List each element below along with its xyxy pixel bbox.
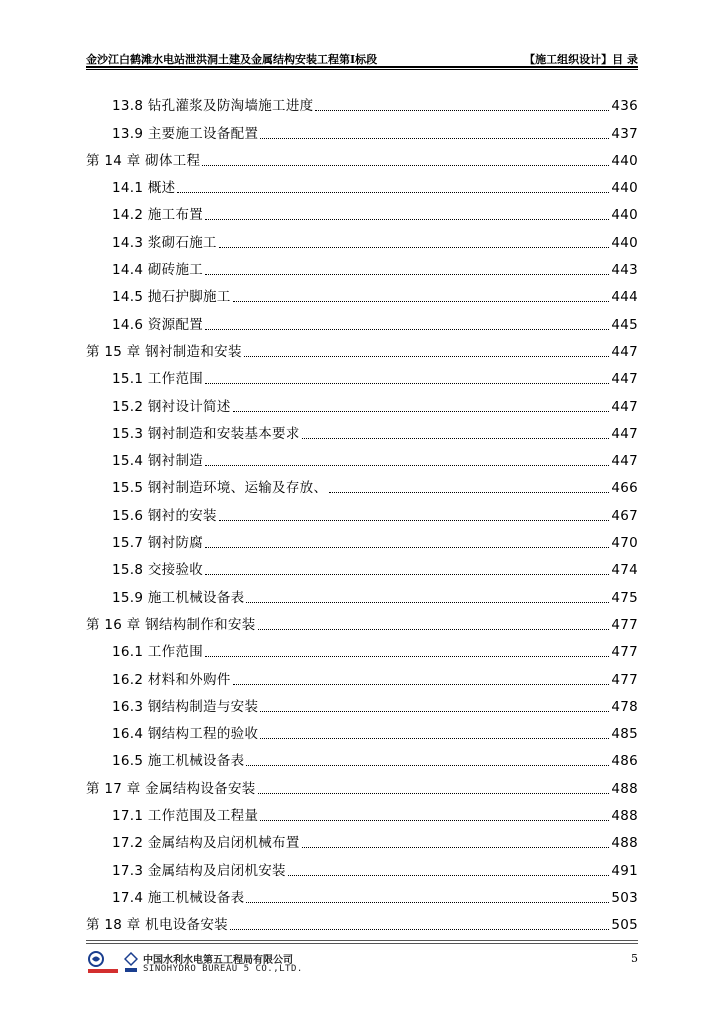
toc-dot-leader [246, 601, 609, 603]
toc-entry-page: 444 [611, 289, 638, 306]
toc-dot-leader [202, 164, 609, 166]
toc-entry-title: 17.3 金属结构及启闭机安装 [112, 862, 286, 879]
page-header [86, 48, 638, 66]
toc-dot-leader [233, 300, 610, 302]
table-of-contents [86, 88, 638, 934]
toc-dot-leader [260, 710, 609, 712]
toc-entry-title: 15.9 施工机械设备表 [112, 589, 245, 606]
toc-dot-leader [246, 764, 609, 766]
toc-entry-page: 488 [611, 835, 638, 852]
toc-section-entry[interactable] [86, 743, 638, 770]
toc-entry-page: 491 [611, 862, 638, 879]
toc-dot-leader [205, 655, 609, 657]
toc-entry-title: 第 18 章 机电设备安装 [86, 917, 228, 934]
toc-entry-title: 17.2 金属结构及启闭机械布置 [112, 835, 300, 852]
toc-dot-leader [230, 928, 609, 930]
toc-entry-title: 15.1 工作范围 [112, 371, 204, 388]
toc-dot-leader [302, 846, 610, 848]
toc-chapter-entry[interactable] [86, 607, 638, 634]
toc-dot-leader [260, 737, 609, 739]
toc-entry-page: 437 [611, 125, 638, 142]
toc-entry-title: 14.3 浆砌石施工 [112, 234, 217, 251]
toc-section-entry[interactable] [86, 552, 638, 579]
toc-entry-title: 第 14 章 砌体工程 [86, 152, 201, 169]
toc-dot-leader [246, 901, 609, 903]
toc-entry-title: 16.5 施工机械设备表 [112, 753, 245, 770]
toc-dot-leader [288, 874, 609, 876]
toc-entry-title: 14.2 施工布置 [112, 207, 204, 224]
toc-section-entry[interactable] [86, 416, 638, 443]
toc-section-entry[interactable] [86, 634, 638, 661]
toc-entry-page: 485 [611, 726, 638, 743]
toc-dot-leader [244, 355, 610, 357]
toc-dot-leader [205, 546, 609, 548]
toc-section-entry[interactable] [86, 88, 638, 115]
toc-dot-leader [219, 246, 609, 248]
toc-section-entry[interactable] [86, 689, 638, 716]
toc-dot-leader [315, 109, 609, 111]
header-section-title: 【施工组织设计】目 录 [524, 53, 638, 66]
toc-entry-page: 486 [611, 753, 638, 770]
toc-entry-page: 488 [611, 780, 638, 797]
toc-dot-leader [258, 792, 610, 794]
toc-section-entry[interactable] [86, 252, 638, 279]
toc-entry-title: 15.2 钢衬设计简述 [112, 398, 231, 415]
header-rule-thin [86, 69, 638, 70]
toc-dot-leader [260, 137, 609, 139]
toc-entry-page: 475 [611, 589, 638, 606]
toc-entry-title: 15.4 钢衬制造 [112, 453, 204, 470]
toc-entry-page: 467 [611, 507, 638, 524]
toc-section-entry[interactable] [86, 115, 638, 142]
toc-entry-page: 440 [611, 152, 638, 169]
toc-section-entry[interactable] [86, 388, 638, 415]
header-project-title: 金沙江白鹤滩水电站泄洪洞土建及金属结构安装工程第Ⅰ标段 [86, 53, 378, 66]
toc-entry-page: 436 [611, 98, 638, 115]
footer-rule-bottom [86, 943, 638, 944]
toc-entry-title: 13.8 钻孔灌浆及防淘墙施工进度 [112, 98, 314, 115]
toc-section-entry[interactable] [86, 852, 638, 879]
toc-chapter-entry[interactable] [86, 907, 638, 934]
toc-section-entry[interactable] [86, 497, 638, 524]
toc-chapter-entry[interactable] [86, 143, 638, 170]
toc-entry-page: 477 [611, 644, 638, 661]
toc-entry-page: 470 [611, 535, 638, 552]
toc-dot-leader [302, 437, 610, 439]
toc-entry-title: 15.7 钢衬防腐 [112, 535, 204, 552]
toc-entry-page: 440 [611, 207, 638, 224]
toc-chapter-entry[interactable] [86, 770, 638, 797]
toc-entry-page: 488 [611, 808, 638, 825]
toc-entry-title: 17.1 工作范围及工程量 [112, 808, 259, 825]
toc-section-entry[interactable] [86, 197, 638, 224]
toc-section-entry[interactable] [86, 825, 638, 852]
toc-section-entry[interactable] [86, 579, 638, 606]
toc-dot-leader [177, 191, 609, 193]
toc-entry-title: 16.1 工作范围 [112, 644, 204, 661]
sinohydro-logo-icon [86, 950, 120, 974]
toc-entry-page: 443 [611, 262, 638, 279]
toc-entry-page: 447 [611, 371, 638, 388]
toc-entry-title: 14.4 砌砖施工 [112, 262, 204, 279]
toc-entry-page: 503 [611, 889, 638, 906]
toc-section-entry[interactable] [86, 880, 638, 907]
toc-entry-page: 477 [611, 616, 638, 633]
toc-entry-title: 16.3 钢结构制造与安装 [112, 698, 259, 715]
footer-company-name: 中国水利水电第五工程局有限公司 [143, 955, 293, 966]
toc-entry-page: 466 [611, 480, 638, 497]
page-number: 5 [631, 952, 638, 965]
toc-section-entry[interactable] [86, 279, 638, 306]
toc-section-entry[interactable] [86, 361, 638, 388]
toc-section-entry[interactable] [86, 716, 638, 743]
header-rule-thick [86, 66, 638, 68]
toc-section-entry[interactable] [86, 661, 638, 688]
toc-section-entry[interactable] [86, 170, 638, 197]
toc-dot-leader [258, 628, 610, 630]
toc-dot-leader [205, 573, 609, 575]
toc-chapter-entry[interactable] [86, 334, 638, 361]
toc-dot-leader [205, 464, 609, 466]
footer-rule-top [86, 940, 638, 941]
toc-entry-title: 第 16 章 钢结构制作和安装 [86, 616, 256, 633]
toc-entry-page: 440 [611, 234, 638, 251]
bureau-logo-icon [124, 952, 138, 974]
toc-entry-page: 447 [611, 425, 638, 442]
toc-dot-leader [205, 328, 609, 330]
toc-entry-page: 447 [611, 453, 638, 470]
toc-dot-leader [205, 218, 609, 220]
toc-entry-title: 第 17 章 金属结构设备安装 [86, 780, 256, 797]
toc-entry-page: 478 [611, 698, 638, 715]
toc-entry-title: 15.5 钢衬制造环境、运输及存放、 [112, 480, 328, 497]
toc-entry-page: 474 [611, 562, 638, 579]
toc-entry-title: 16.2 材料和外购件 [112, 671, 231, 688]
toc-entry-title: 15.8 交接验收 [112, 562, 204, 579]
toc-entry-title: 16.4 钢结构工程的验收 [112, 726, 259, 743]
toc-entry-title: 14.5 抛石护脚施工 [112, 289, 231, 306]
toc-entry-page: 477 [611, 671, 638, 688]
toc-dot-leader [233, 683, 610, 685]
toc-dot-leader [329, 491, 609, 493]
footer-company-english: SINOHYDRO BUREAU 5 CO.,LTD. [143, 964, 303, 974]
toc-entry-title: 15.6 钢衬的安装 [112, 507, 217, 524]
toc-section-entry[interactable] [86, 798, 638, 825]
toc-entry-title: 17.4 施工机械设备表 [112, 889, 245, 906]
toc-entry-title: 14.1 概述 [112, 180, 176, 197]
toc-entry-page: 447 [611, 398, 638, 415]
toc-section-entry[interactable] [86, 470, 638, 497]
toc-dot-leader [233, 410, 610, 412]
toc-section-entry[interactable] [86, 443, 638, 470]
toc-dot-leader [260, 819, 609, 821]
toc-dot-leader [219, 519, 609, 521]
toc-section-entry[interactable] [86, 224, 638, 251]
toc-entry-title: 13.9 主要施工设备配置 [112, 125, 259, 142]
toc-entry-title: 第 15 章 钢衬制造和安装 [86, 343, 242, 360]
toc-entry-page: 505 [611, 917, 638, 934]
toc-dot-leader [205, 382, 609, 384]
toc-entry-page: 440 [611, 180, 638, 197]
toc-entry-title: 15.3 钢衬制造和安装基本要求 [112, 425, 300, 442]
toc-entry-title: 14.6 资源配置 [112, 316, 204, 333]
toc-entry-page: 447 [611, 343, 638, 360]
toc-entry-page: 445 [611, 316, 638, 333]
toc-dot-leader [205, 273, 609, 275]
toc-section-entry[interactable] [86, 306, 638, 333]
toc-section-entry[interactable] [86, 525, 638, 552]
